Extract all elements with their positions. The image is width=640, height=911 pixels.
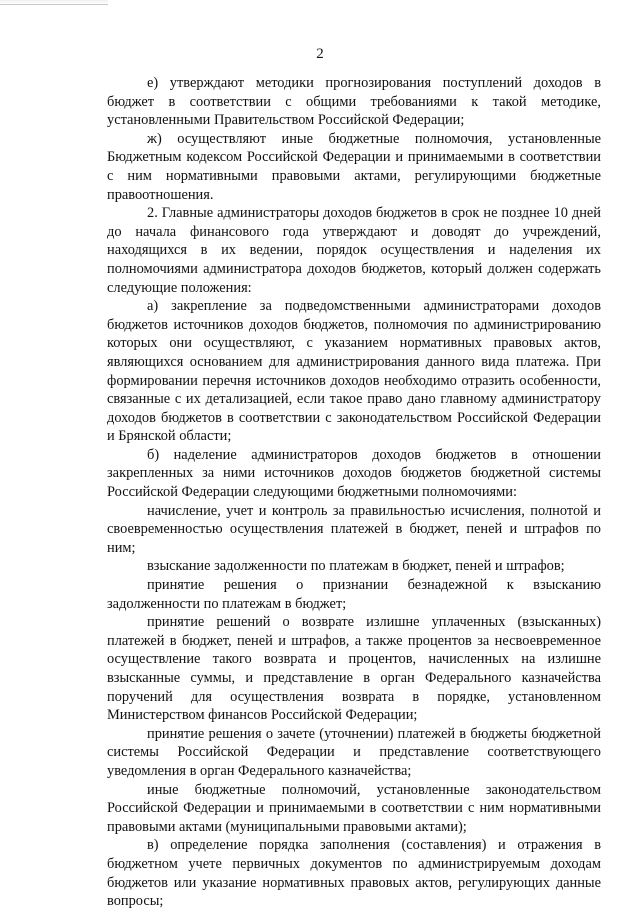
list-item-debt-recovery: взыскание задолженности по платежам в бюджет, пеней и штрафов;	[147, 558, 565, 575]
list-item-offset-decisions: принятие решения о зачете (уточнении) платежей в бюджеты бюджетной системы Российской Федерации и представление соответствующего уведомления в орган Федерального казначейства;	[107, 725, 601, 779]
paragraph-2-chief-administrators: 2. Главные администраторы доходов бюджетов в срок не позднее 10 дней до начала финансового года утверждают и доводят до учреждений, находящихся в их ведении, порядок осуществления и наделения их полномочиями администратора доходов бюджетов, который должен содержать следующие положения:	[107, 205, 601, 296]
scan-edge-mark	[0, 0, 108, 5]
paragraph-e-forecast-methods: е) утверждают методики прогнозирования поступлений доходов в бюджет в соответствии с общими требованиями к такой методике, установленными Правительством Российской Федерации;	[107, 75, 601, 129]
paragraph-v-accounting-documents: в) определение порядка заполнения (составления) и отражения в бюджетном учете первичных документов по администрируемым доходам бюджетов или указание нормативных правовых актов, регулирующих данные вопросы;	[107, 837, 601, 910]
page-number: 2	[316, 46, 324, 62]
list-item-other-powers: иные бюджетные полномочий, установленные законодательством Российской Федерации и принимаемыми в соответствии с ним нормативными правовыми актами (муниципальными правовыми актами);	[107, 781, 601, 835]
document-body	[107, 74, 601, 911]
paragraph-b-delegation: б) наделение администраторов доходов бюджетов в отношении закрепленных за ними источников доходов бюджетов бюджетной системы Российской Федерации следующими бюджетными полномочиями:	[107, 446, 601, 501]
list-item-accrual-control: начисление, учет и контроль за правильностью исчисления, полнотой и своевременностью осуществления платежей в бюджет, пеней и штрафов по ним;	[107, 502, 601, 556]
list-item-refund-decisions: принятие решений о возврате излишне уплаченных (взысканных) платежей в бюджет, пеней и штрафов, а также процентов за несвоевременное осуществление такого возврата и процентов, начисленных на излишне взысканные суммы, и представление в орган Федерального казначейства поручений для осуществления возврата в порядке, установленном Министерством финансов Российской Федерации;	[107, 614, 601, 724]
list-item-bad-debt: принятие решения о признании безнадежной к взысканию задолженности по платежам в бюджет;	[107, 577, 601, 612]
paragraph-zh-other-powers: ж) осуществляют иные бюджетные полномочия, установленные Бюджетным кодексом Российской Федерации и принимаемыми в соответствии с ним нормативными правовыми актами, регулирующими бюджетные правоотношения.	[107, 130, 601, 203]
paragraph-a-assignment: а) закрепление за подведомственными администраторами доходов бюджетов источников доходов бюджетов, полномочия по администрированию которых они осуществляют, с указанием нормативных правовых актов, являющихся основанием для администрирования данного вида платежа. При формировании перечня источников доходов необходимо отразить особенности, связанные с их детализацией, если такое право дано главному администратору доходов бюджетов в соответствии с законодательством Российской Федерации и Брянской области;	[107, 298, 601, 445]
